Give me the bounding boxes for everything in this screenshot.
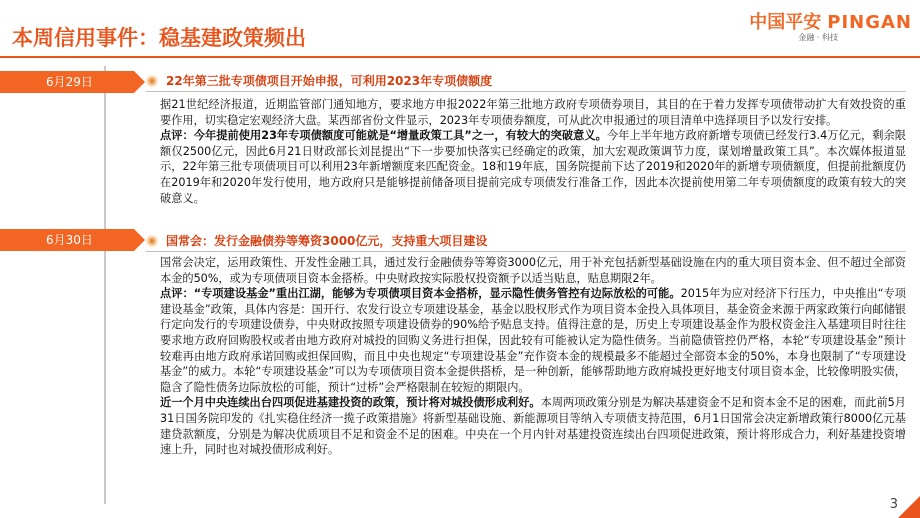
event-body-text: 国常会决定，运用政策性、开发性金融工具，通过发行金融债券等筹资3000亿元，用于补充包括新型基础设施在内的重大项目资本金、但不超过全部资本金的50%，或为专项债项目资本金搭桥。中央财政按实际股权投资额予以适当贴息，贴息期限2年。	[160, 256, 906, 285]
corner-decoration	[898, 496, 920, 518]
bullet-icon	[146, 235, 158, 247]
headline-underline	[146, 251, 906, 252]
timeline	[0, 66, 150, 506]
event-headline-text: 国常会：发行金融债券等筹资3000亿元，支持重大项目建设	[166, 234, 488, 248]
company-logo	[712, 8, 912, 48]
bullet-icon	[146, 75, 158, 87]
date-tag-2: 6月30日	[0, 229, 134, 251]
page-number: 3	[889, 497, 898, 512]
event-body-text: 据21世纪经济报道，近期监管部门通知地方，要求地方申报2022年第三批地方政府专项债券项目，其目的在于着力发挥专项债带动扩大有效投资的重要作用，切实稳定宏观经济大盘。某西部省份文件显示，2023年专项债券额度，可从此次申报通过的项目清单中选择项目予以发行安排。	[160, 98, 906, 127]
date-tag-1: 6月29日	[0, 71, 134, 93]
comment-text: 2015年为应对经济下行压力，中央推出“专项建设基金”政策，具体内容是：国开行、农发行设立专项建设基金，基金以股权形式作为项目资本金投入具体项目，基金资金来源于两家政策行向邮储银行定向发行的专项建设债券，中央财政按照专项建设债券的90%给予贴息支持。值得注意的是，历史上专项建设基金作为股权资金注入基建项目时往往要求地方政府回购股权或者由地方政府对城投的回购义务进行担保，因此较有可能被认定为隐性债务。当前隐债管控仍严格，本轮“专项建设基金”预计较难再由地方政府承诺回购或担保回购，而且中央也规定“专项建设基金”充作资本金的规模最多不能超过全部资本金的50%，本身也限制了“专项建设基金”的威力。本轮“专项建设基金”可以为专项债项目资本金提供搭桥，是一种创新，能够帮助地方政府城投更好地支付项目资本金，比较像明股实债，隐含了隐性债务边际放松的可能，预计“过桥”会严格限制在较短的期限内。	[160, 287, 906, 394]
logo-en: PINGAN	[827, 12, 912, 33]
logo-wordmark	[749, 8, 912, 34]
event-headline-text: 22年第三批专项债项目开始申报，可利用2023年专项债额度	[166, 74, 493, 88]
comment-text: 今年上半年地方政府新增专项债已经发行3.4万亿元，剩余限额仅2500亿元，因此6月21日财政部长刘昆提出“下一步要加快落实已经确定的政策，加大宏观政策调节力度，谋划增量政策工具”。本次媒体报道显示，22年第三批专项债项目可以利用23年新增额度来匹配资金。18和19年底，国务院提前下达了2019和2020年的新增专项债额度，但提前批额度仍在2019年和2020年发行使用，地方政府只是能够提前储备项目提前完成专项债发行准备工作，因此本次提前使用第二年专项债额度的政策有较大的突破意义。	[160, 129, 906, 205]
event-comment	[160, 286, 906, 395]
comment-label: 点评：“专项建设基金”重出江湖，能够为专项债项目资本金搭桥，显示隐性债务管控有边际放松的可能。	[160, 287, 681, 301]
summary-text: 本周两项政策分别是为解决基建资金不足和资本金不足的困难，而此前5月31日国务院印发的《扎实稳住经济一揽子政策措施》将新型基础设施、新能源项目等纳入专项债支持范围，6月1日国常会决定新增政策行8000亿元基建贷款额度，分别是为解决优质项目不足和资金不足的困难。中央在一个月内针对基建投资连续出台四项促进政策，预计将形成合力，利好基建投资增速上升，同时也对城投债形成利好。	[160, 396, 906, 457]
logo-tagline: 金融 · 科技	[798, 33, 838, 42]
logo-cn: 中国平安	[749, 12, 822, 33]
event-headline-2	[146, 232, 487, 249]
event-summary	[160, 395, 906, 457]
page-title: 本周信用事件：稳基建政策频出	[12, 25, 306, 50]
comment-label: 点评：今年提前使用23年专项债额度可能就是“增量政策工具”之一，有较大的突破意义。	[160, 129, 607, 143]
event-body-1	[160, 97, 906, 206]
event-body-2	[160, 255, 906, 458]
headline-underline	[146, 91, 906, 92]
title-divider	[0, 56, 920, 58]
timeline-line	[104, 246, 106, 504]
event-headline-1	[146, 72, 492, 89]
event-comment	[160, 128, 906, 206]
summary-label: 近一个月中央连续出台四项促进基建投资的政策，预计将对城投债形成利好。	[160, 396, 541, 410]
